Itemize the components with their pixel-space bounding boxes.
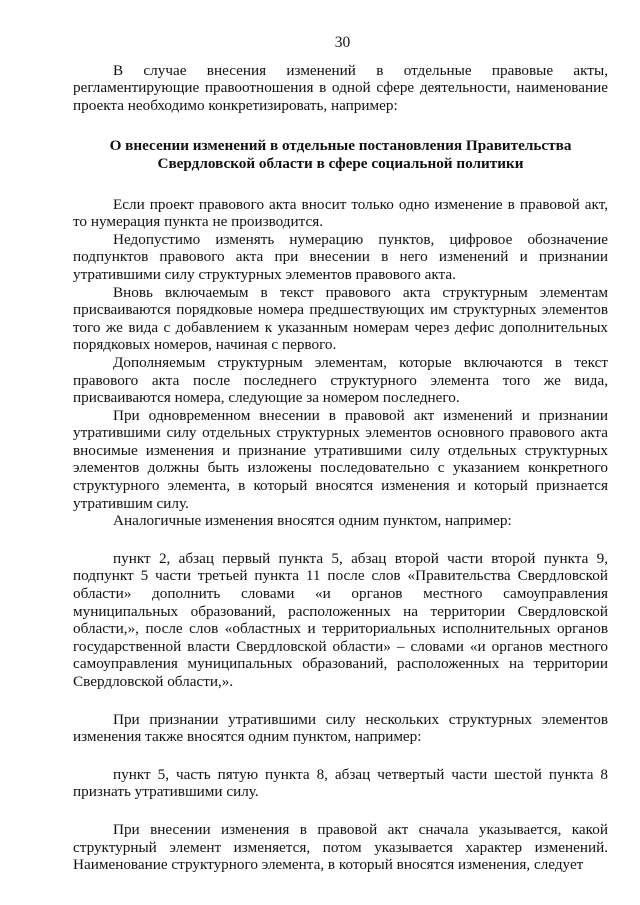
body-paragraph: Аналогичные изменения вносятся одним пунктом, например: (113, 512, 512, 530)
example-heading-line-2: Свердловской области в сфере социальной политики (157, 154, 524, 172)
example-text-1: пункт 2, абзац первый пункта 5, абзац второй части второй пункта 9, подпункт 5 части третьей пункта 11 после слов «Правительства Свердловской области» дополнить словами «и органов местного самоуправления муниципальных образований, расположенных на территории Свердловской области,», после слов «областных и территориальных исполнительных органов государственной власти Свердловской области» – словами «и органов местного самоуправления муниципальных образований, расположенных на территории Свердловской области,». (73, 549, 608, 690)
page-number: 30 (334, 34, 351, 51)
intro-paragraph: В случае внесения изменений в отдельные правовые акты, регламентирующие правоотношения в одной сфере деятельности, наименование проекта необходимо конкретизировать, например: (73, 61, 608, 114)
body-paragraph: При одновременном внесении в правовой акт изменений и признании утратившими силу отдельных структурных элементов основного правового акта вносимые изменения и признание утратившими силу отдельных структурных элементов должны быть изложены последовательно с указанием конкретного структурного элемента, в который вносятся изменения и который признается утратившим силу. (73, 406, 608, 512)
repeal-paragraph: При признании утратившими силу нескольких структурных элементов изменения также вносятся одним пунктом, например: (73, 710, 608, 746)
final-paragraph: При внесении изменения в правовой акт сначала указывается, какой структурный элемент изменяется, потом указывается характер изменений. Наименование структурного элемента, в который вносятся изменения, следует (73, 820, 608, 874)
body-paragraph: Недопустимо изменять нумерацию пунктов, цифровое обозначение подпунктов правового акта при внесении в него изменений и признании утратившими силу структурных элементов правового акта. (73, 230, 608, 283)
example-heading (73, 137, 608, 172)
body-paragraph: Вновь включаемым в текст правового акта структурным элементам присваиваются порядковые номера предшествующих им структурных элементов того же вида с добавлением к указанным номерам через дефис дополнительных порядковых номеров, начиная с первого. (73, 283, 608, 354)
body-paragraph: Если проект правового акта вносит только одно изменение в правовой акт, то нумерация пункта не производится. (73, 195, 608, 231)
document-page (73, 34, 608, 874)
example-heading-line-1: О внесении изменений в отдельные постановления Правительства (109, 137, 572, 155)
body-paragraph: Дополняемым структурным элементам, которые включаются в текст правового акта после последнего структурного элемента того же вида, присваиваются номера, следующие за номером последнего. (73, 353, 608, 407)
example-text-2: пункт 5, часть пятую пункта 8, абзац четвертый части шестой пункта 8 признать утратившими силу. (73, 765, 608, 801)
